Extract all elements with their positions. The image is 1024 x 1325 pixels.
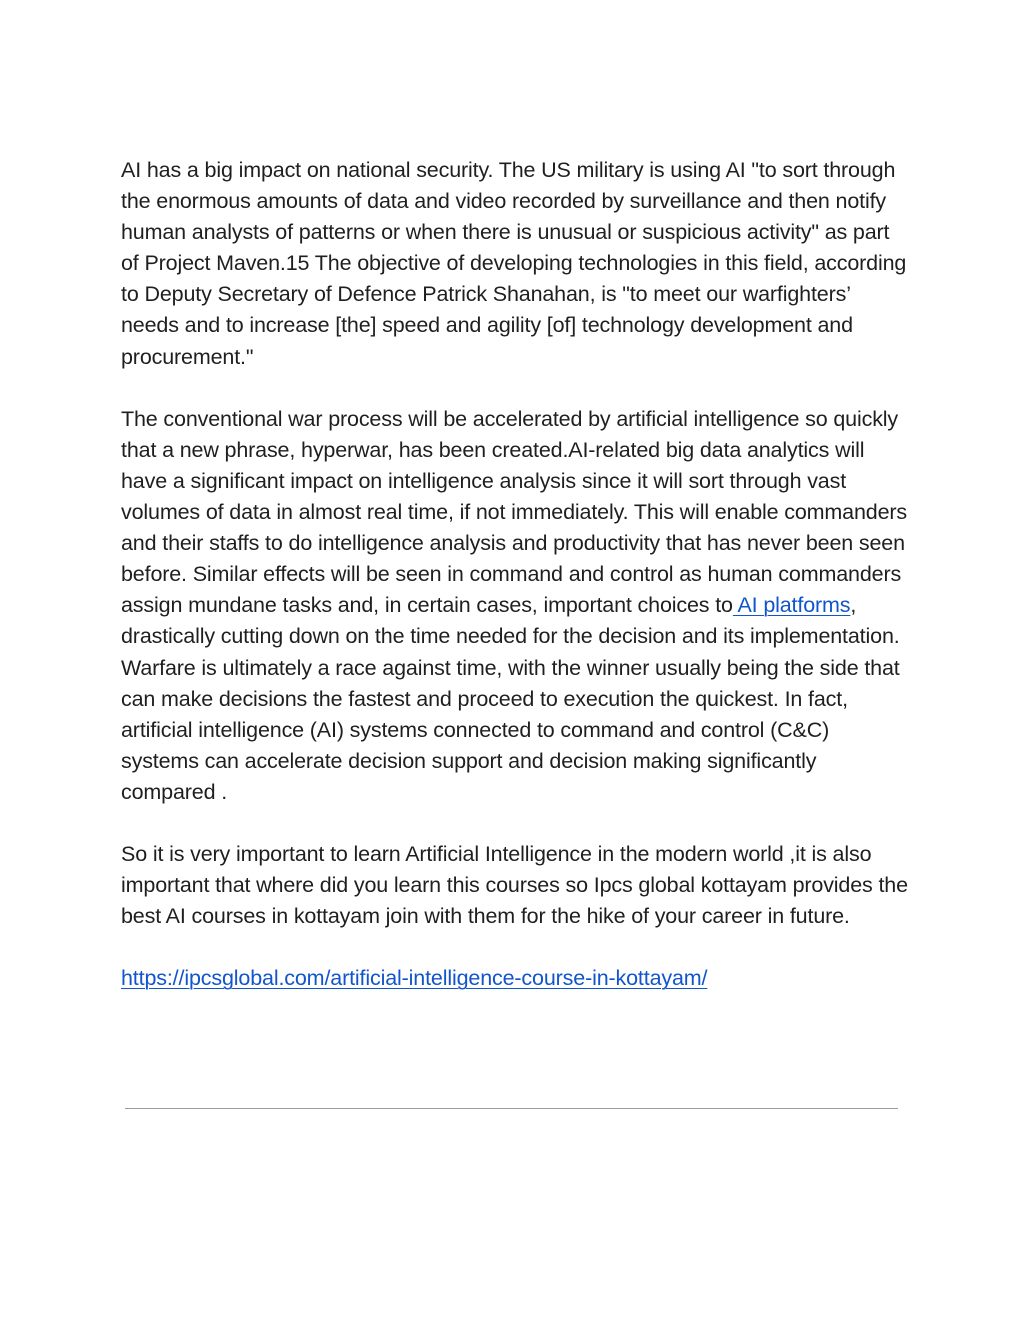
paragraph-hyperwar-text-end: , drastically cutting down on the time needed for the decision and its implementation. Warfare is ultimately a race against time, with the winner usually being the side that can make decisions the fastest and proceed to execution the quickest. In fact, artificial intelligence (AI) systems connected to command and control (C&C) systems can accelerate decision support and decision making significantly compared . bbox=[121, 593, 900, 804]
course-url-line bbox=[121, 963, 911, 994]
horizontal-divider bbox=[125, 1108, 898, 1109]
paragraph-hyperwar bbox=[121, 404, 911, 808]
course-url-link[interactable]: https://ipcsglobal.com/artificial-intelligence-course-in-kottayam/ bbox=[121, 966, 708, 991]
paragraph-national-security: AI has a big impact on national security. The US military is using AI "to sort through the enormous amounts of data and video recorded by surveillance and then notify human analysts of patterns or when there is unusual or suspicious activity" as part of Project Maven.15 The objective of developing technologies in this field, according to Deputy Secretary of Defence Patrick Shanahan, is "to meet our warfighters’ needs and to increase [the] speed and agility [of] technology development and procurement." bbox=[121, 158, 907, 369]
paragraph-learn-ai: So it is very important to learn Artificial Intelligence in the modern world ,it is also important that where did you learn this courses so Ipcs global kottayam provides the best AI courses in kottayam join with them for the hike of your career in future. bbox=[121, 842, 908, 929]
document-body bbox=[121, 155, 911, 995]
ai-platforms-link[interactable]: AI platforms bbox=[732, 593, 851, 618]
paragraph-hyperwar-text-start: The conventional war process will be accelerated by artificial intelligence so quickly that a new phrase, hyperwar, has been created.AI-related big data analytics will have a significant impact on intelligence analysis since it will sort through vast volumes of data in almost real time, if not immediately. This will enable commanders and their staffs to do intelligence analysis and productivity that has never been seen before. Similar effects will be seen in command and control as human commanders assign mundane tasks and, in certain cases, important choices to bbox=[121, 406, 908, 618]
